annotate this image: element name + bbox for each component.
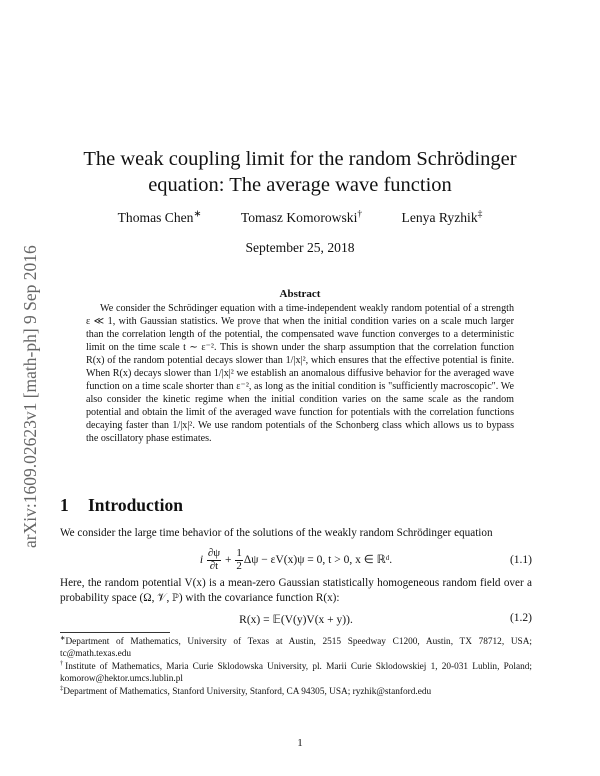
title-line-1: The weak coupling limit for the random Schrödinger [83,148,517,170]
equation-1-1-body [60,545,532,575]
footnote-3-mark: ‡ [60,684,64,692]
author-3 [402,210,483,225]
arxiv-identifier-text: arXiv:1609.02623v1 [math-ph] 9 Sep 2016 [20,245,40,548]
section-number: 1 [60,495,69,515]
abstract-text: We consider the Schrödinger equation with a time-independent weakly random potential of a strength ε ≪ 1, with Gaussian statistics. We prove that when the initial condition varies on a scale much larger than the correlation length of the potential, the compensated wave function converges to a deterministic limit on the time scale t ∼ ε⁻². This is shown under the sharp assumption that the correlation function R(x) of the random potential decays slower than 1/|x|², which ensures that the effective potential is finite. When R(x) decays slower than 1/|x|² we establish an anomalous diffusive behavior for the averaged wave function on a time scale shorter than ε⁻², as long as the initial condition is "sufficiently macroscopic". We also consider the kinetic regime when the initial condition varies on the same scale as the random potential and obtain the limit of the averaged wave function for potentials with the correlation functions decaying faster than 1/|x|². We use random potentials of the Schonberg class which allows us to bypass the oscillatory phase estimates. [86,303,514,444]
author-2-mark: † [357,209,363,220]
footnote-1-mark: ∗ [60,634,66,642]
section-heading [60,495,183,516]
section-title: Introduction [88,495,183,515]
author-3-mark: ‡ [477,209,483,220]
eq1-frac1-denominator: ∂t [209,559,219,572]
title-line-2: equation: The average wave function [148,174,452,196]
footnote-divider [60,632,170,633]
footnote-2-text: Institute of Mathematics, Maria Curie Sklodowska University, pl. Marii Curie Sklodowskiej 1, 20-031 Lublin, Poland; komorow@hektor.umcs.lublin.pl [60,662,532,685]
equation-1-2 [60,612,532,628]
equation-1-2-label: (1.2) [509,612,532,624]
abstract-heading: Abstract [279,288,321,300]
author-3-name: Lenya Ryzhik [401,210,478,225]
author-2 [241,210,362,225]
eq1-plus: + [225,554,232,566]
eq1-frac2-numerator: 1 [236,547,242,560]
paper-date: September 25, 2018 [245,240,355,255]
author-1-name: Thomas Chen [117,210,194,225]
eq1-frac1-numerator: ∂ψ [207,547,221,560]
footnote-2-mark: † [60,659,66,667]
author-1-mark: ∗ [193,209,202,220]
eq1-imaginary-unit: i [199,554,204,566]
footnote-2 [60,661,532,686]
equation-1-2-body: R(x) = 𝔼(V(y)V(x + y)). [239,614,353,626]
footnote-1 [60,636,532,661]
footnote-3-text: Department of Mathematics, Stanford University, Stanford, CA 94305, USA; ryzhik@stanford.edu [63,687,432,697]
author-list [60,210,540,226]
intro-paragraph: We consider the large time behavior of the solutions of the weakly random Schrödinger equation [60,527,493,539]
footnote-3 [60,686,532,698]
author-2-name: Tomasz Komorowski [240,210,358,225]
arxiv-identifier-stamp [8,180,48,550]
eq1-frac2-denominator: 2 [236,559,242,572]
eq1-time-derivative [207,548,221,572]
page-number: 1 [297,737,303,749]
footnote-1-text: Department of Mathematics, University of Texas at Austin, 2515 Speedway C1200, Austin, TX 78712, USA; tc@math.texas.edu [60,637,532,660]
paper-title [60,146,540,198]
potential-paragraph: Here, the random potential V(x) is a mean-zero Gaussian statistically homogeneous random field over a probability space (Ω, 𝒱, ℙ) with the covariance function R(x): [60,577,532,604]
equation-1-1 [60,545,532,575]
eq1-rest: Δψ − εV(x)ψ = 0, t > 0, x ∈ ℝᵈ. [243,554,393,566]
eq1-half [235,548,242,572]
equation-1-1-label: (1.1) [509,554,532,566]
author-1 [118,210,202,225]
